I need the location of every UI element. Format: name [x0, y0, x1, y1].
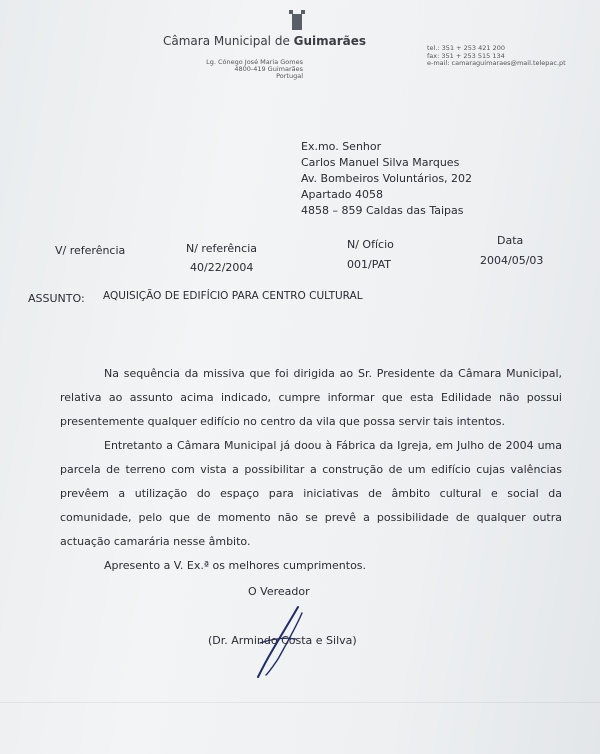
closing-role: O Vereador [248, 585, 310, 598]
subject-label: ASSUNTO: [28, 292, 85, 305]
recipient-name: Carlos Manuel Silva Marques [301, 156, 460, 169]
date-label: Data [497, 234, 524, 247]
body-paragraph: Apresento a V. Ex.ª os melhores cumprimentos. [104, 559, 367, 572]
letter-body [60, 362, 562, 578]
fax-line: fax: 351 + 253 515 134 [427, 51, 505, 60]
subject-text: AQUISIÇÃO DE EDIFÍCIO PARA CENTRO CULTURAL [103, 290, 363, 302]
recipient-po-box: Apartado 4058 [301, 188, 384, 201]
recipient-postcode: 4858 – 859 Caldas das Taipas [301, 204, 464, 217]
municipal-tower-logo [292, 14, 302, 30]
letterhead-address [203, 59, 303, 80]
phone-line: tel.: 351 + 253 421 200 [427, 44, 506, 52]
oficio-label: N/ Ofício [347, 238, 394, 251]
letterhead-org-name: Câmara Municipal de Guimarães [163, 34, 367, 48]
date-value: 2004/05/03 [480, 254, 544, 267]
oficio-value: 001/PAT [347, 258, 392, 271]
v-ref-label: V/ referência [55, 244, 126, 257]
body-paragraph: Na sequência da missiva que foi dirigida ao Sr. Presidente da Câmara Municipal, relativa ao assunto acima indicado, cumpre informar que esta Edilidade não possui presentemente qualquer edifício no centro da vila que possa servir tais intentos. [60, 367, 562, 428]
letterhead-contacts [427, 45, 566, 68]
signatory-name: (Dr. Armindo Costa e Silva) [208, 634, 357, 647]
paper-fold-line [0, 702, 600, 703]
address-line: 4800-419 Guimarães [234, 65, 303, 73]
body-paragraph: Entretanto a Câmara Municipal já doou à Fábrica da Igreja, em Julho de 2004 uma parcela de terreno com vista a possibilitar a construção de um edifício cujas valências prevêem a utilização do espaço para iniciativas de âmbito cultural e social da comunidade, pelo que de momento não se prevê a possibilidade de qualquer outra actuação camarária nesse âmbito. [60, 439, 562, 548]
recipient-street: Av. Bombeiros Voluntários, 202 [301, 172, 473, 185]
n-ref-value: 40/22/2004 [190, 261, 254, 274]
recipient-salutation: Ex.mo. Senhor [301, 140, 382, 153]
recipient-address-block [301, 139, 472, 219]
email-line: e-mail: camaraguimaraes@mail.telepac.pt [427, 59, 566, 67]
n-ref-label: N/ referência [186, 242, 257, 255]
address-line: Lg. Cónego José Maria Gomes [206, 58, 303, 66]
address-line: Portugal [276, 72, 303, 80]
